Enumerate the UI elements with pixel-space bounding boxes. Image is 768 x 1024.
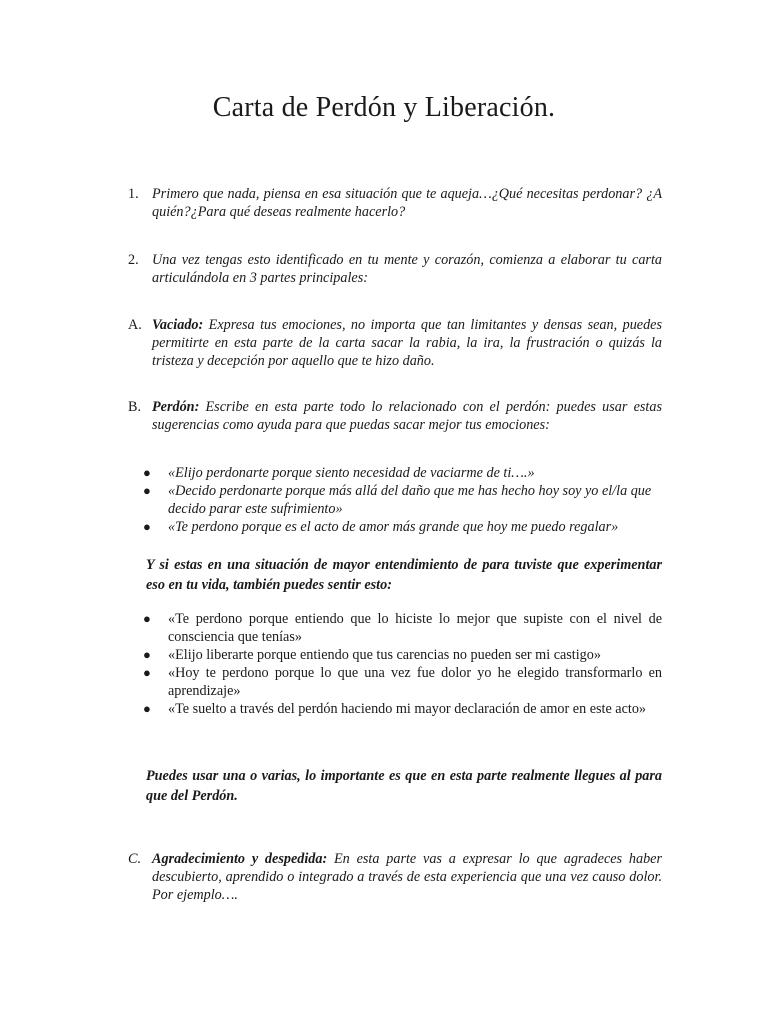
bullet-icon: ●	[143, 519, 151, 534]
section-heading: Perdón:	[152, 399, 200, 415]
list-item: ● «Te perdono porque es el acto de amor más grande que hoy me puedo regalar»	[143, 519, 619, 535]
bullet-icon: ●	[143, 611, 151, 626]
section-text	[152, 398, 662, 434]
list-marker: 2.	[128, 252, 139, 268]
list-item-text: Primero que nada, piensa en esa situación que te aqueja…¿Qué necesitas perdonar? ¿A quién?¿Para qué deseas realmente hacerlo?	[152, 186, 662, 220]
list-marker: C.	[128, 851, 142, 867]
list-item: ● «Hoy te perdono porque lo que una vez fue dolor yo he elegido transformarlo en aprendizaje»	[143, 665, 662, 699]
list-item: ● «Elijo liberarte porque entiendo que tus carencias no pueden ser mi castigo»	[143, 647, 601, 663]
section-body: Expresa tus emociones, no importa que tan limitantes y densas sean, puedes permitirte en esta parte de la carta sacar la rabia, la ira, la frustración o quizás la tristeza y decepción por aquello que te hizo daño.	[152, 317, 662, 369]
list-item: ● «Te suelto a través del perdón haciendo mi mayor declaración de amor en este acto»	[143, 701, 647, 717]
list-item: ● «Elijo perdonarte porque siento necesidad de vaciarme de ti….»	[143, 465, 535, 481]
list-marker: B.	[128, 399, 142, 415]
section-heading: Vaciado:	[152, 317, 204, 333]
section-text	[152, 316, 662, 370]
list-item-text: Una vez tengas esto identificado en tu mente y corazón, comienza a elaborar tu carta articulándola en 3 partes principales:	[152, 252, 662, 286]
bullet-icon: ●	[143, 647, 151, 662]
bullet-icon: ●	[143, 701, 151, 716]
list-item-2	[128, 251, 662, 287]
list-marker: A.	[128, 317, 142, 333]
list-item: ● «Te perdono porque entiendo que lo hiciste lo mejor que supiste con el nivel de consciencia que tenías»	[143, 611, 662, 645]
section-b-perdon	[128, 398, 662, 434]
bullet-icon: ●	[143, 465, 151, 480]
section-text	[152, 850, 662, 904]
document-title: Carta de Perdón y Liberación.	[212, 92, 556, 123]
list-marker: 1.	[128, 186, 139, 202]
suggestion-list-1	[140, 464, 662, 536]
section-heading: Agradecimiento y despedida:	[152, 851, 328, 867]
list-item: ● «Decido perdonarte porque más allá del daño que me has hecho hoy soy yo el/la que decido parar este sufrimiento»	[143, 483, 652, 517]
emphasis-paragraph-2: Puedes usar una o varias, lo importante es que en esta parte realmente llegues al para que del Perdón.	[146, 768, 662, 804]
bullet-icon: ●	[143, 483, 151, 498]
section-a-vaciado	[128, 316, 662, 370]
list-item-1	[128, 185, 662, 221]
section-c-agradecimiento	[128, 850, 662, 904]
bullet-icon: ●	[143, 665, 151, 680]
section-body: Escribe en esta parte todo lo relacionado con el perdón: puedes usar estas sugerencias como ayuda para que puedas sacar mejor tus emociones:	[152, 399, 662, 433]
suggestion-list-2	[140, 610, 662, 718]
emphasis-paragraph-1: Y si estas en una situación de mayor entendimiento de para tuviste que experimentar eso en tu vida, también puedes sentir esto:	[146, 557, 662, 593]
section-body: En esta parte vas a expresar lo que agradeces haber descubierto, aprendido o integrado a través de esta experiencia que una vez causo dolor. Por ejemplo….	[152, 851, 662, 903]
